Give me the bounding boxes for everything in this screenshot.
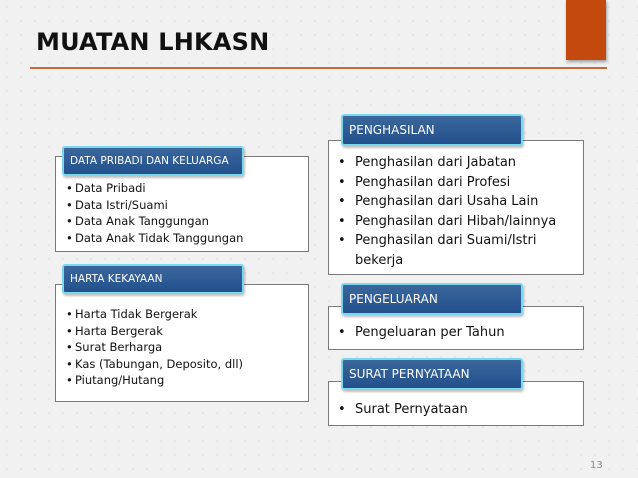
title-underline [30,67,607,69]
penghasilan-list [338,153,574,270]
surat-pernyataan-list [338,400,468,420]
surat-pernyataan-heading [341,358,523,390]
slide-title: MUATAN LHKASN [36,28,270,56]
list-item: • Data Pribadi [66,181,146,195]
harta-kekayaan-box [55,284,309,402]
harta-kekayaan-list [66,306,243,389]
list-item: • Pengeluaran per Tahun [338,325,505,340]
list-item: • Penghasilan dari Profesi [338,174,511,190]
list-item: • Surat Pernyataan [338,402,468,417]
harta-kekayaan-heading-label: HARTA KEKAYAAN [70,273,163,285]
list-item: • Penghasilan dari Suami/Istri bekerja [338,233,537,268]
pengeluaran-list [338,323,505,343]
data-pribadi-list [66,180,243,246]
harta-kekayaan-heading [62,264,244,294]
page-number: 13 [590,460,603,471]
list-item: • Harta Tidak Bergerak [66,307,198,321]
list-item: • Piutang/Hutang [66,373,165,387]
list-item: • Surat Berharga [66,340,163,354]
surat-pernyataan-heading-label: SURAT PERNYATAAN [349,367,470,381]
list-item: • Data Anak Tidak Tanggungan [66,230,244,245]
pengeluaran-heading-label: PENGELUARAN [349,292,438,306]
list-item: • Penghasilan dari Jabatan [338,155,517,170]
list-item: • Kas (Tabungan, Deposito, dll) [66,356,243,371]
list-item: • Data Istri/Suami [66,197,168,212]
list-item: • Penghasilan dari Hibah/lainnya [338,213,557,229]
pengeluaran-heading [341,283,523,315]
penghasilan-heading-label: PENGHASILAN [349,123,435,137]
data-pribadi-heading-label: DATA PRIBADI DAN KELUARGA [70,155,229,167]
corner-accent-tab [566,0,606,60]
list-item: • Harta Bergerak [66,323,163,338]
list-item: • Data Anak Tanggungan [66,214,209,228]
penghasilan-box [328,140,584,275]
list-item: • Penghasilan dari Usaha Lain [338,194,539,209]
penghasilan-heading [341,114,523,146]
data-pribadi-heading [62,146,244,176]
